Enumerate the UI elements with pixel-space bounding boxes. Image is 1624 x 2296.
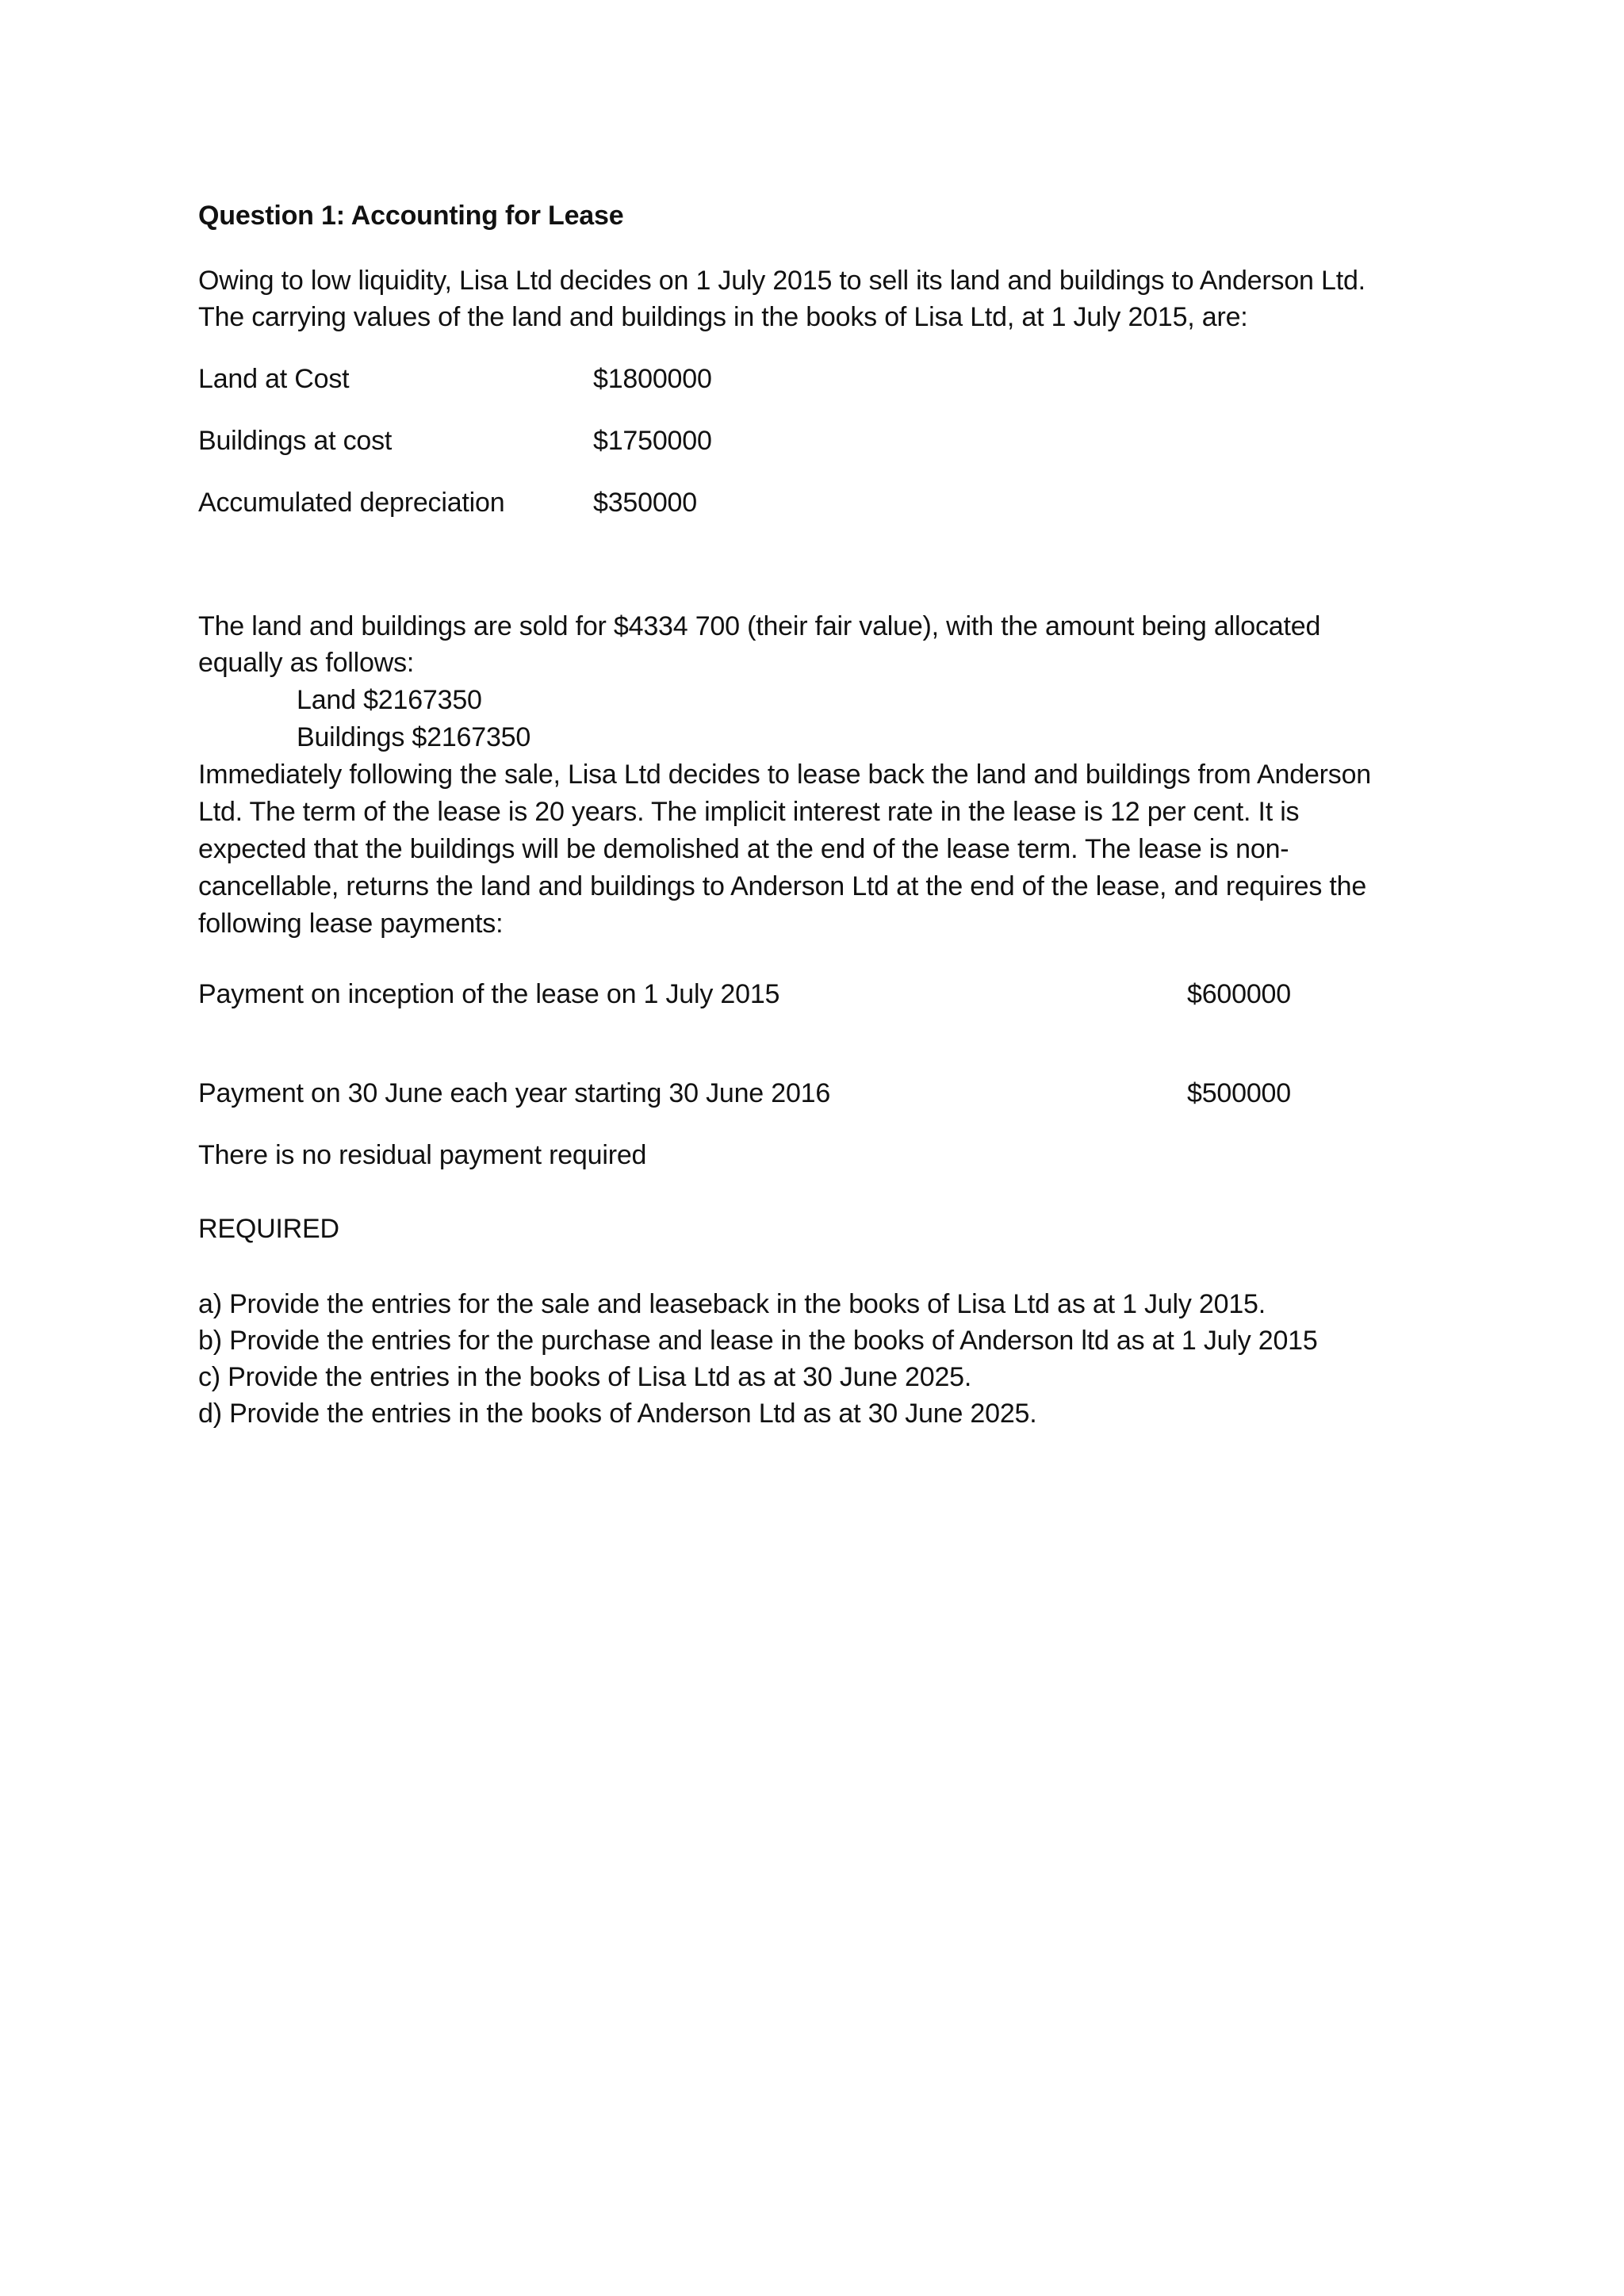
sale-line-2: equally as follows: [198,648,415,678]
payment-annual-value: $500000 [1187,1078,1291,1108]
lease-line-5: following lease payments: [198,909,504,939]
residual-note: There is no residual payment required [198,1140,647,1170]
buildings-cost-label: Buildings at cost [198,426,393,456]
requirement-a: a) Provide the entries for the sale and leaseback in the books of Lisa Ltd as at 1 July 2015. [198,1289,1266,1319]
requirement-c: c) Provide the entries in the books of Lisa Ltd as at 30 June 2025. [198,1362,972,1392]
accum-depr-value: $350000 [593,488,697,518]
sale-line-1: The land and buildings are sold for $4334 700 (their fair value), with the amount being allocated [198,611,1321,641]
requirement-b: b) Provide the entries for the purchase and lease in the books of Anderson ltd as at 1 July 2015 [198,1326,1318,1356]
requirement-d: d) Provide the entries in the books of Anderson Ltd as at 30 June 2025. [198,1399,1037,1429]
payment-inception-value: $600000 [1187,979,1291,1009]
intro-line-1: Owing to low liquidity, Lisa Ltd decides on 1 July 2015 to sell its land and buildings to Anderson Ltd. [198,266,1365,296]
land-cost-label: Land at Cost [198,364,350,394]
allocation-land: Land $2167350 [297,685,482,715]
accum-depr-label: Accumulated depreciation [198,488,505,518]
land-cost-value: $1800000 [593,364,712,394]
question-heading: Question 1: Accounting for Lease [198,201,624,231]
lease-line-1: Immediately following the sale, Lisa Ltd decides to lease back the land and buildings from Anderson [198,760,1371,790]
required-heading: REQUIRED [198,1214,339,1244]
buildings-cost-value: $1750000 [593,426,712,456]
lease-line-2: Ltd. The term of the lease is 20 years. The implicit interest rate in the lease is 12 per cent. It is [198,797,1300,827]
allocation-buildings: Buildings $2167350 [297,722,531,752]
lease-line-3: expected that the buildings will be demolished at the end of the lease term. The lease is non- [198,834,1289,864]
payment-inception-label: Payment on inception of the lease on 1 July 2015 [198,979,780,1009]
lease-line-4: cancellable, returns the land and buildings to Anderson Ltd at the end of the lease, and requires the [198,871,1367,901]
intro-line-2: The carrying values of the land and buildings in the books of Lisa Ltd, at 1 July 2015, are: [198,302,1248,332]
payment-annual-label: Payment on 30 June each year starting 30 June 2016 [198,1078,831,1108]
